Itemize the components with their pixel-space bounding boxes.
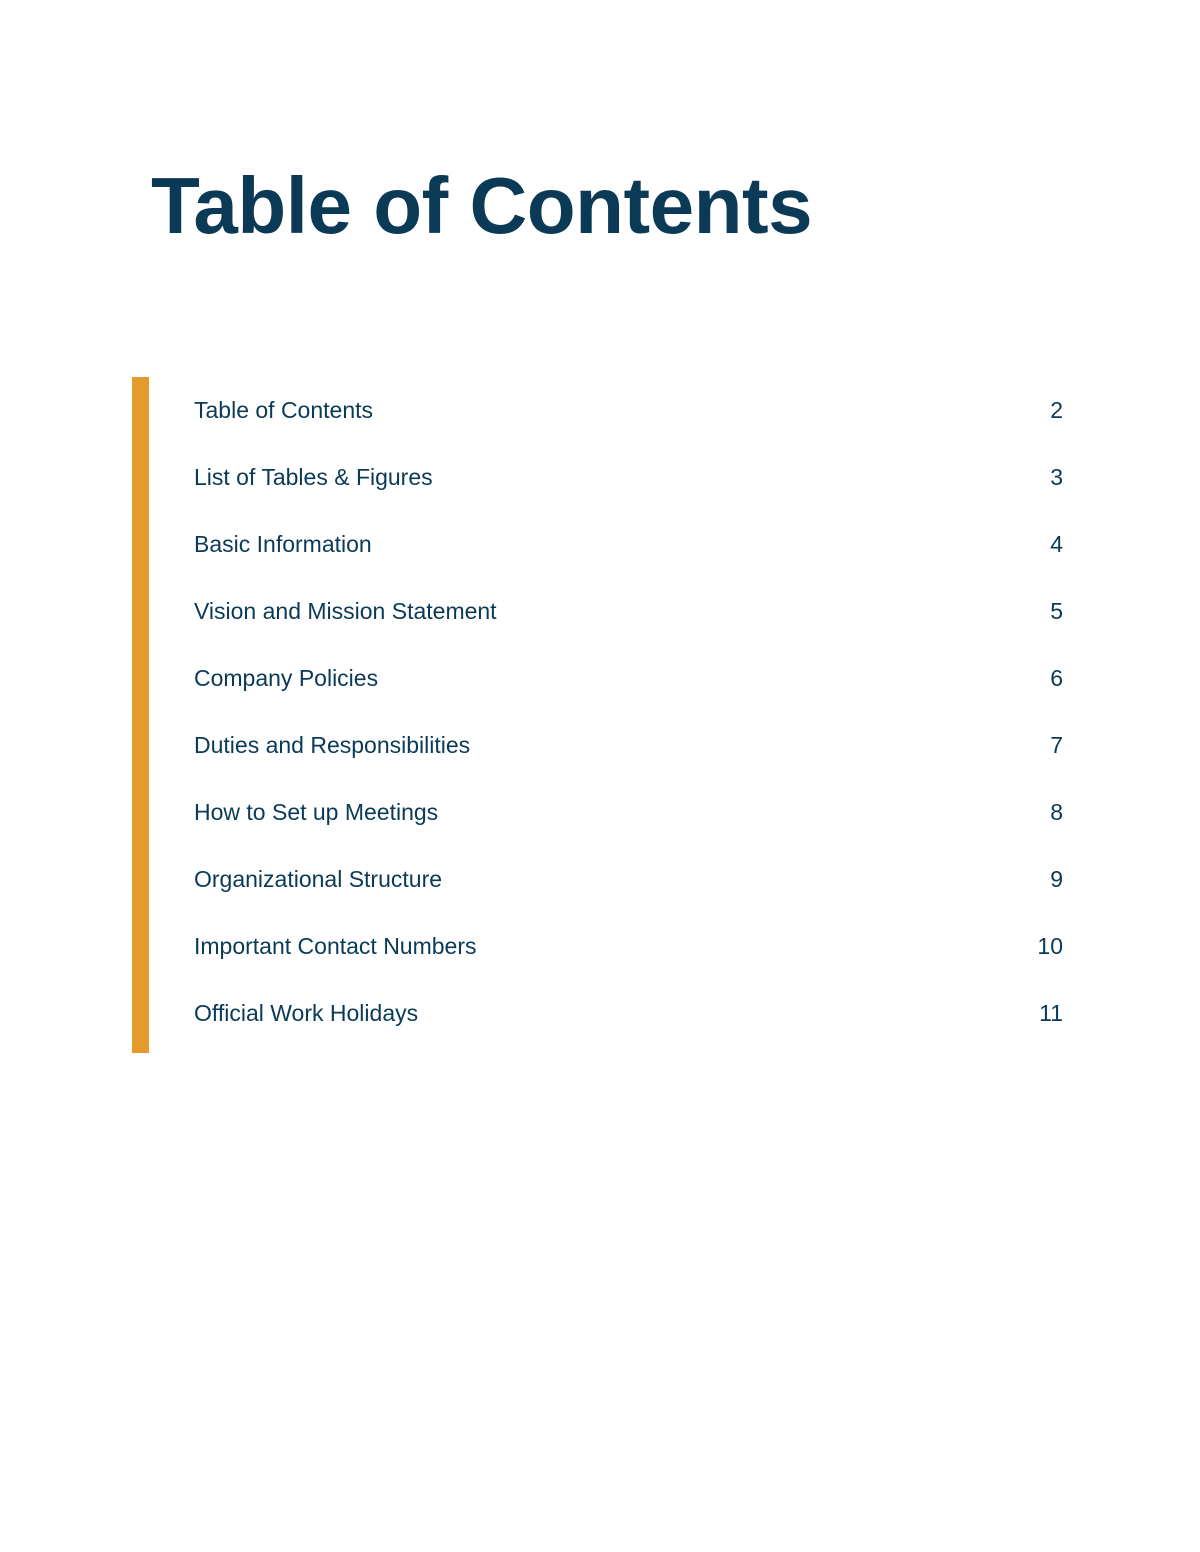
toc-entry[interactable] [194,645,1063,712]
toc-entry-label: Organizational Structure [194,866,443,892]
toc-entry-label: Duties and Responsibilities [194,732,471,758]
toc-entry-label: List of Tables & Figures [194,464,433,490]
toc-entry-label: Table of Contents [194,397,374,423]
toc-entry[interactable] [194,779,1063,846]
toc-entry-page-number: 5 [1050,598,1063,624]
toc-entry-label: How to Set up Meetings [194,799,439,825]
toc-list [194,377,1063,1047]
toc-entry-label: Official Work Holidays [194,1000,419,1026]
toc-entry[interactable] [194,377,1063,444]
toc-entry-page-number: 4 [1050,531,1063,557]
toc-entry-page-number: 8 [1050,799,1063,825]
toc-entry[interactable] [194,980,1063,1047]
toc-entry[interactable] [194,511,1063,578]
toc-entry-page-number: 9 [1050,866,1063,892]
page-title: Table of Contents [151,161,813,250]
toc-entry-label: Company Policies [194,665,379,691]
accent-bar [132,377,149,1053]
toc-entry-page-number: 11 [1039,1000,1063,1026]
toc-entry-label: Basic Information [194,531,372,557]
toc-entry-label: Important Contact Numbers [194,933,477,959]
toc-entry[interactable] [194,846,1063,913]
toc-entry-page-number: 2 [1050,397,1063,423]
toc-entry[interactable] [194,712,1063,779]
toc-entry[interactable] [194,913,1063,980]
toc-entry-page-number: 10 [1037,933,1063,959]
toc-entry-page-number: 6 [1050,665,1063,691]
toc-entry-label: Vision and Mission Statement [194,598,497,624]
toc-entry-page-number: 7 [1050,732,1063,758]
toc-entry[interactable] [194,578,1063,645]
toc-entry[interactable] [194,444,1063,511]
toc-entry-page-number: 3 [1050,464,1063,490]
